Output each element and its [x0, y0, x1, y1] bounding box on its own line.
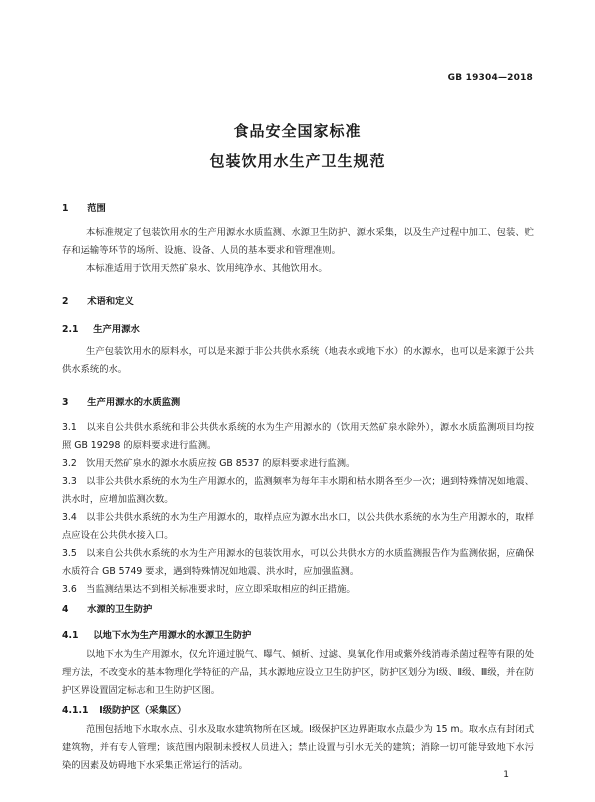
section-title: 术语和定义	[87, 296, 134, 307]
clause-3-1: 3.1 以来自公共供水系统和非公共供水系统的水为生产用源水的（饮用天然矿泉水除外），源水水质监测项目均按照 GB 19298 的原料要求进行监测。	[62, 422, 534, 451]
section-4-heading	[62, 601, 152, 615]
section-title: 生产用源水的水质监测	[87, 397, 181, 408]
clause-3-5: 3.5 以来自公共供水系统的水为生产用源水的包装饮用水，可以公共供水方的水质监测报告作为监测依据，应确保水质符合 GB 5749 要求，遇到特殊情况如地震、洪水时，应加强监测。	[62, 548, 534, 577]
section-number: 3	[62, 397, 69, 408]
subsection-number: 4.1.1	[62, 705, 89, 716]
clause-3-2: 3.2 饮用天然矿泉水的源水水质应按 GB 8537 的原料要求进行监测。	[62, 458, 356, 469]
subsection-title: 以地下水为生产用源水的水源卫生防护	[93, 630, 252, 641]
section-number: 1	[62, 203, 69, 214]
section-1-paragraph-1: 本标准规定了包装饮用水的生产用源水水质监测、水源卫生防护、源水采集，以及生产过程中加工、包装、贮存和运输等环节的场所、设施、设备、人员的基本要求和管理准则。	[62, 227, 534, 256]
document-title-line2: 包装饮用水生产卫生规范	[209, 152, 386, 170]
standard-code: GB 19304—2018	[447, 73, 533, 83]
section-4-1-paragraph: 以地下水为生产用源水，仅允许通过脱气、曝气、倾析、过滤、臭氧化作用或紫外线消毒杀菌过程等有限的处理方法，不改变水的基本物理化学特征的产品，其水源地应设立卫生防护区，防护区划分为Ⅰ级、Ⅱ级、Ⅲ级，并在防护区界设置固定标志和卫生防护区图。	[62, 649, 534, 696]
section-1-paragraph-2: 本标准适用于饮用天然矿泉水、饮用纯净水、其他饮用水。	[86, 263, 328, 274]
section-3-heading	[62, 394, 180, 408]
subsection-number: 2.1	[62, 324, 79, 335]
subsection-number: 4.1	[62, 630, 79, 641]
section-title: 水源的卫生防护	[87, 604, 153, 615]
subsection-4-1-heading	[62, 627, 251, 641]
subsection-4-1-1-heading	[62, 702, 186, 716]
section-number: 2	[62, 296, 69, 307]
section-2-1-paragraph: 生产包装饮用水的原料水，可以是来源于非公共供水系统（地表水或地下水）的水源水，也可以是来源于公共供水系统的水。	[62, 346, 534, 375]
section-4-1-1-paragraph: 范围包括地下水取水点、引水及取水建筑物所在区域。Ⅰ级保护区边界距取水点最少为 15 m。取水点有封闭式建筑物，并有专人管理；该范围内限制未授权人员进入；禁止设置与引水无关的建筑；消除一切可能导致地下水污染的因素及妨碍地下水采集正常运行的活动。	[62, 724, 534, 771]
clause-3-3: 3.3 以非公共供水系统的水为生产用源水的，监测频率为每年丰水期和枯水期各至少一次；遇到特殊情况如地震、洪水时，应增加监测次数。	[62, 476, 534, 505]
clause-3-4: 3.4 以非公共供水系统的水为生产用源水的，取样点应为源水出水口，以公共供水系统的水为生产用源水的，取样点应设在公共供水接入口。	[62, 512, 534, 541]
subsection-2-1-heading	[62, 321, 140, 335]
subsection-title: 生产用源水	[93, 324, 140, 335]
subsection-title: Ⅰ级防护区（采集区）	[99, 705, 187, 716]
section-2-heading	[62, 293, 134, 307]
section-number: 4	[62, 604, 69, 615]
section-title: 范围	[87, 203, 106, 214]
document-title-line1: 食品安全国家标准	[233, 122, 362, 140]
section-1-heading	[62, 200, 106, 214]
page-number: 1	[503, 770, 509, 780]
clause-3-6: 3.6 当监测结果达不到相关标准要求时，应立即采取相应的纠正措施。	[62, 584, 356, 595]
